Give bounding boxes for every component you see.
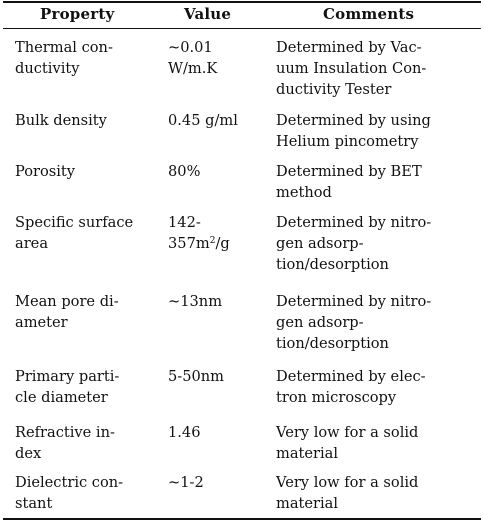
comments-cell: Very low for a solid material <box>276 424 419 462</box>
value-cell: ~1-2 <box>168 474 204 491</box>
comments-cell: Determined by Vac- uum Insulation Con- ductivity Tester <box>276 39 427 98</box>
comments-cell: Determined by nitro- gen adsorp- tion/desorption <box>276 293 432 352</box>
value-cell: 5-50nm <box>168 368 225 385</box>
value-cell: ~13nm <box>168 293 223 310</box>
property-cell: Refractive in- dex <box>15 424 115 462</box>
header-value: Value <box>184 5 232 23</box>
comments-cell: Determined by BET method <box>276 163 422 201</box>
value-cell <box>168 212 268 254</box>
property-cell: Mean pore di- ameter <box>15 293 119 331</box>
value-cell: ~0.01 W/m.K <box>168 39 218 77</box>
value-cell: 1.46 <box>168 424 201 441</box>
table-top-rule <box>3 1 481 3</box>
comments-cell: Determined by elec- tron microscopy <box>276 368 426 406</box>
property-cell: Porosity <box>15 163 76 180</box>
value-text: 142- 357m <box>168 214 210 252</box>
header-rule <box>3 28 481 29</box>
table-bottom-rule <box>3 518 481 520</box>
property-cell: Primary parti- cle diameter <box>15 368 120 406</box>
header-property: Property <box>40 5 115 23</box>
comments-cell: Determined by using Helium pincometry <box>276 112 431 150</box>
comments-cell: Very low for a solid material <box>276 474 419 512</box>
property-cell: Dielectric con- stant <box>15 474 124 512</box>
comments-cell: Determined by nitro- gen adsorp- tion/desorption <box>276 214 432 273</box>
property-cell: Specific surface area <box>15 214 134 252</box>
header-comments: Comments <box>323 5 415 23</box>
property-cell: Bulk density <box>15 112 107 129</box>
value-superscript: 2 <box>209 236 216 246</box>
value-unit: /g <box>215 235 230 252</box>
value-cell: 0.45 g/ml <box>168 112 238 129</box>
property-cell: Thermal con- ductivity <box>15 39 113 77</box>
value-cell: 80% <box>168 163 201 180</box>
